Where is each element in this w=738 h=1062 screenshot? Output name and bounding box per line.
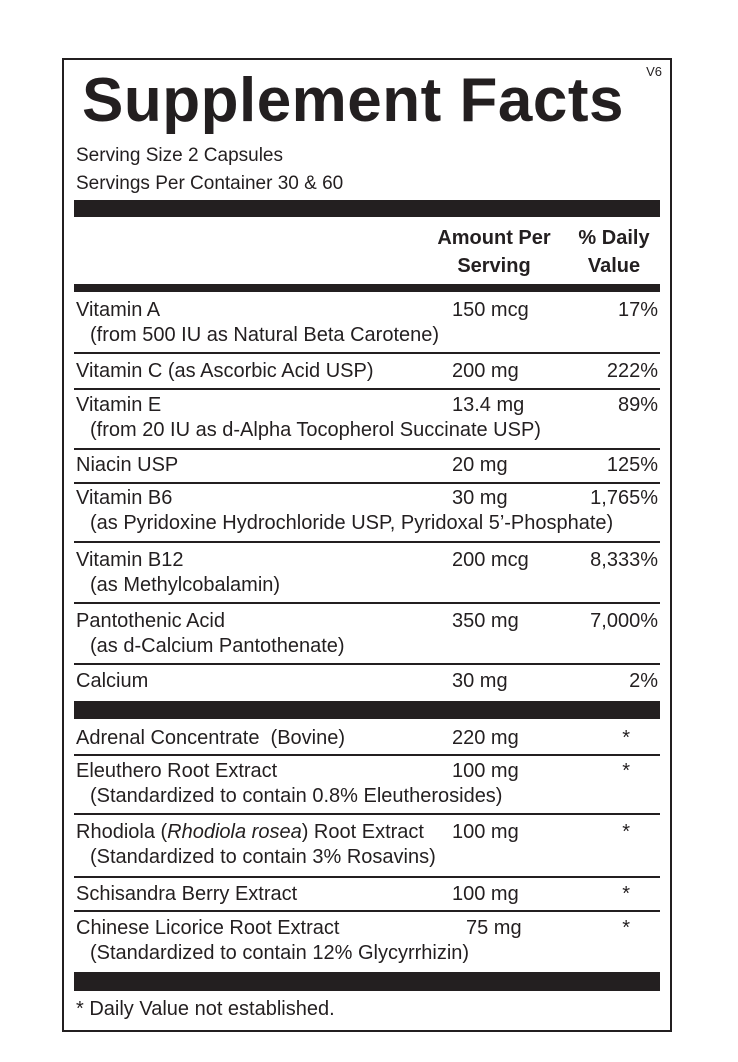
- nutrient-amount: 30 mg: [452, 487, 508, 509]
- medium-divider: [74, 284, 660, 292]
- ingredient-name: Adrenal Concentrate (Bovine): [76, 727, 346, 749]
- nutrient-daily-value: 7,000%: [590, 610, 658, 632]
- row-divider: [74, 482, 660, 484]
- ingredient-standardization: (Standardized to contain 0.8% Eleutherosides): [90, 785, 503, 807]
- dv-header-line1: % Daily: [578, 227, 650, 249]
- ingredient-name: Eleuthero Root Extract: [76, 760, 278, 782]
- supplement-facts-panel: [62, 58, 672, 1032]
- row-divider: [74, 910, 660, 912]
- ingredient-name: [76, 820, 424, 845]
- daily-value-asterisk: *: [622, 883, 630, 905]
- nutrient-name: Niacin USP: [76, 454, 179, 476]
- ingredient-standardization: (Standardized to contain 3% Rosavins): [90, 846, 436, 868]
- ingredient-name: Chinese Licorice Root Extract: [76, 917, 340, 939]
- row-divider: [74, 754, 660, 756]
- ingredient-amount: 220 mg: [452, 727, 519, 749]
- ingredient-amount: 100 mg: [452, 883, 519, 905]
- nutrient-source: (as d-Calcium Pantothenate): [90, 635, 345, 657]
- nutrient-name: Vitamin B12: [76, 549, 184, 571]
- row-divider: [74, 663, 660, 665]
- nutrient-daily-value: 89%: [617, 394, 658, 416]
- row-divider: [74, 541, 660, 543]
- dv-header-line2: Value: [587, 255, 641, 277]
- panel-inner: [74, 60, 660, 1030]
- nutrient-name: Vitamin A: [76, 299, 161, 321]
- serving-info: [76, 142, 343, 198]
- nutrient-daily-value: 125%: [606, 454, 658, 476]
- row-divider: [74, 448, 660, 450]
- servings-per-container: Servings Per Container 30 & 60: [76, 173, 344, 194]
- nutrient-daily-value: 2%: [629, 670, 658, 692]
- nutrient-name: Pantothenic Acid: [76, 610, 225, 632]
- ingredient-amount: 100 mg: [452, 821, 519, 843]
- daily-value-asterisk: *: [622, 821, 630, 843]
- nutrient-source: (as Pyridoxine Hydrochloride USP, Pyridoxal 5’-Phosphate): [90, 512, 614, 534]
- ingredient-latin-name: Rhodiola rosea: [167, 821, 302, 843]
- version-label: V6: [646, 64, 662, 79]
- thick-divider: [74, 972, 660, 991]
- daily-value-asterisk: *: [622, 917, 630, 939]
- ingredient-amount: 100 mg: [452, 760, 519, 782]
- nutrient-daily-value: 8,333%: [590, 549, 658, 571]
- thick-divider: [74, 200, 660, 217]
- nutrient-amount: 200 mg: [452, 360, 519, 382]
- footnote: * Daily Value not established.: [76, 998, 335, 1020]
- nutrient-daily-value: 222%: [606, 360, 658, 382]
- nutrient-source: (from 20 IU as d-Alpha Tocopherol Succinate USP): [90, 419, 541, 441]
- amount-header-line2: Serving: [457, 255, 531, 277]
- amount-header: [414, 224, 574, 280]
- nutrient-daily-value: 1,765%: [590, 487, 658, 509]
- nutrient-name: Vitamin C (as Ascorbic Acid USP): [76, 360, 374, 382]
- nutrient-name: Vitamin B6: [76, 487, 173, 509]
- row-divider: [74, 352, 660, 354]
- ingredient-name-prefix: Rhodiola (: [76, 821, 168, 843]
- ingredient-standardization: (Standardized to contain 12% Glycyrrhizin): [90, 942, 470, 964]
- nutrient-amount: 13.4 mg: [452, 394, 525, 416]
- ingredient-name-suffix: ) Root Extract: [301, 821, 424, 843]
- nutrient-amount: 150 mcg: [452, 299, 529, 321]
- row-divider: [74, 876, 660, 878]
- row-divider: [74, 813, 660, 815]
- ingredient-amount: 75 mg: [466, 917, 522, 939]
- amount-header-line1: Amount Per: [437, 227, 551, 249]
- nutrient-name: Vitamin E: [76, 394, 162, 416]
- daily-value-asterisk: *: [622, 760, 630, 782]
- nutrient-name: Calcium: [76, 670, 149, 692]
- thick-divider: [74, 701, 660, 719]
- nutrient-source: (from 500 IU as Natural Beta Carotene): [90, 324, 440, 346]
- row-divider: [74, 388, 660, 390]
- daily-value-header: [568, 224, 660, 280]
- ingredient-name: Schisandra Berry Extract: [76, 883, 298, 905]
- nutrient-daily-value: 17%: [617, 299, 658, 321]
- row-divider: [74, 602, 660, 604]
- nutrient-amount: 20 mg: [452, 454, 508, 476]
- panel-title: Supplement Facts: [82, 66, 624, 135]
- nutrient-amount: 200 mcg: [452, 549, 529, 571]
- nutrient-amount: 350 mg: [452, 610, 519, 632]
- daily-value-asterisk: *: [622, 727, 630, 749]
- nutrient-source: (as Methylcobalamin): [90, 574, 281, 596]
- serving-size: Serving Size 2 Capsules: [76, 145, 283, 166]
- nutrient-amount: 30 mg: [452, 670, 508, 692]
